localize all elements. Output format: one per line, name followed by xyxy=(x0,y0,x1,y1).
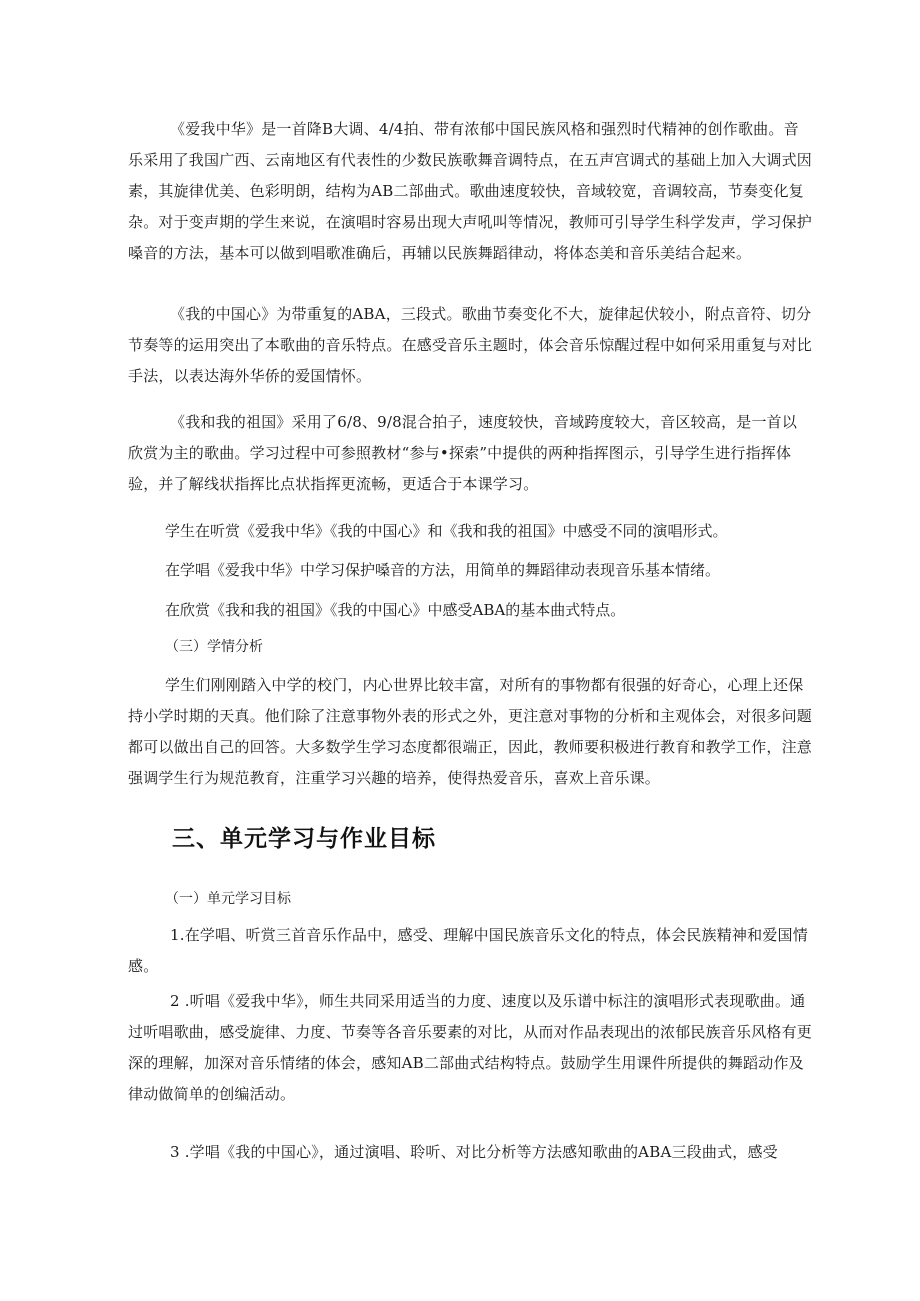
goal-line-2: 在学唱《爱我中华》中学习保护嗓音的方法，用简单的舞蹈律动表现音乐基本情绪。 xyxy=(165,561,721,579)
subsection-title-unit-learning-goals: （一）单元学习目标 xyxy=(165,891,291,907)
subsection-title-student-analysis: （三）学情分析 xyxy=(165,639,263,655)
goal-item-2: 2 .听唱《爱我中华》，师生共同采用适当的力度、速度以及乐谱中标注的演唱形式表现歌曲。通过听唱歌曲，感受旋律、力度、节奏等各音乐要素的对比，从而对作品表现出的浓郁民族音乐风格有更深的理解，加深对音乐情绪的体会，感知AB二部曲式结构特点。鼓励学生用课件所提供的舞蹈动作及律动做简单的创编活动。 xyxy=(128,992,813,1103)
goal-line-3: 在欣赏《我和我的祖国》《我的中国心》中感受ABA的基本曲式特点。 xyxy=(165,601,626,619)
section-heading-unit-goals: 三、单元学习与作业目标 xyxy=(172,826,436,852)
goal-item-1: 1.在学唱、听赏三首音乐作品中，感受、理解中国民族音乐文化的特点，体会民族精神和爱国情感。 xyxy=(128,926,808,975)
paragraph-wo-he-wo-de-zuguo: 《我和我的祖国》采用了6/8、9/8混合拍子，速度较快，音域跨度较大，音区较高，是一首以欣赏为主的歌曲。学习过程中可参照教材“参与•探索”中提供的两种指挥图示，引导学生进行指挥体验，并了解线状指挥比点状指挥更流畅，更适合于本课学习。 xyxy=(128,413,798,493)
goal-line-1: 学生在听赏《爱我中华》《我的中国心》和《我和我的祖国》中感受不同的演唱形式。 xyxy=(165,522,728,540)
paragraph-student-analysis: 学生们刚刚踏入中学的校门，内心世界比较丰富，对所有的事物都有很强的好奇心，心理上还保持小学时期的天真。他们除了注意事物外表的形式之外，更注意对事物的分析和主观体会，对很多问题都可以做出自己的回答。大多数学生学习态度都很端正，因此，教师要积极进行教育和教学工作，注意强调学生行为规范教育，注重学习兴趣的培养，使得热爱音乐，喜欢上音乐课。 xyxy=(128,676,813,787)
goal-item-3: 3 .学唱《我的中国心》，通过演唱、聆听、对比分析等方法感知歌曲的ABA三段曲式，感受 xyxy=(170,1143,778,1161)
paragraph-wo-de-zhongguo-xin: 《我的中国心》为带重复的ABA，三段式。歌曲节奏变化不大，旋律起伏较小，附点音符、切分节奏等的运用突出了本歌曲的音乐特点。在感受音乐主题时，体会音乐惊醒过程中如何采用重复与对比手法，以表达海外华侨的爱国情怀。 xyxy=(128,305,813,385)
paragraph-ai-wo-zhonghua: 《爱我中华》是一首降B大调、4/4拍、带有浓郁中国民族风格和强烈时代精神的创作歌曲。音乐采用了我国广西、云南地区有代表性的少数民族歌舞音调特点，在五声宫调式的基础上加入大调式因素，其旋律优美、色彩明朗，结构为AB二部曲式。歌曲速度较快，音域较宽，音调较高，节奏变化复杂。对于变声期的学生来说，在演唱时容易出现大声吼叫等情况，教师可引导学生科学发声，学习保护嗓音的方法，基本可以做到唱歌准确后，再辅以民族舞蹈律动，将体态美和音乐美结合起来。 xyxy=(128,120,813,262)
